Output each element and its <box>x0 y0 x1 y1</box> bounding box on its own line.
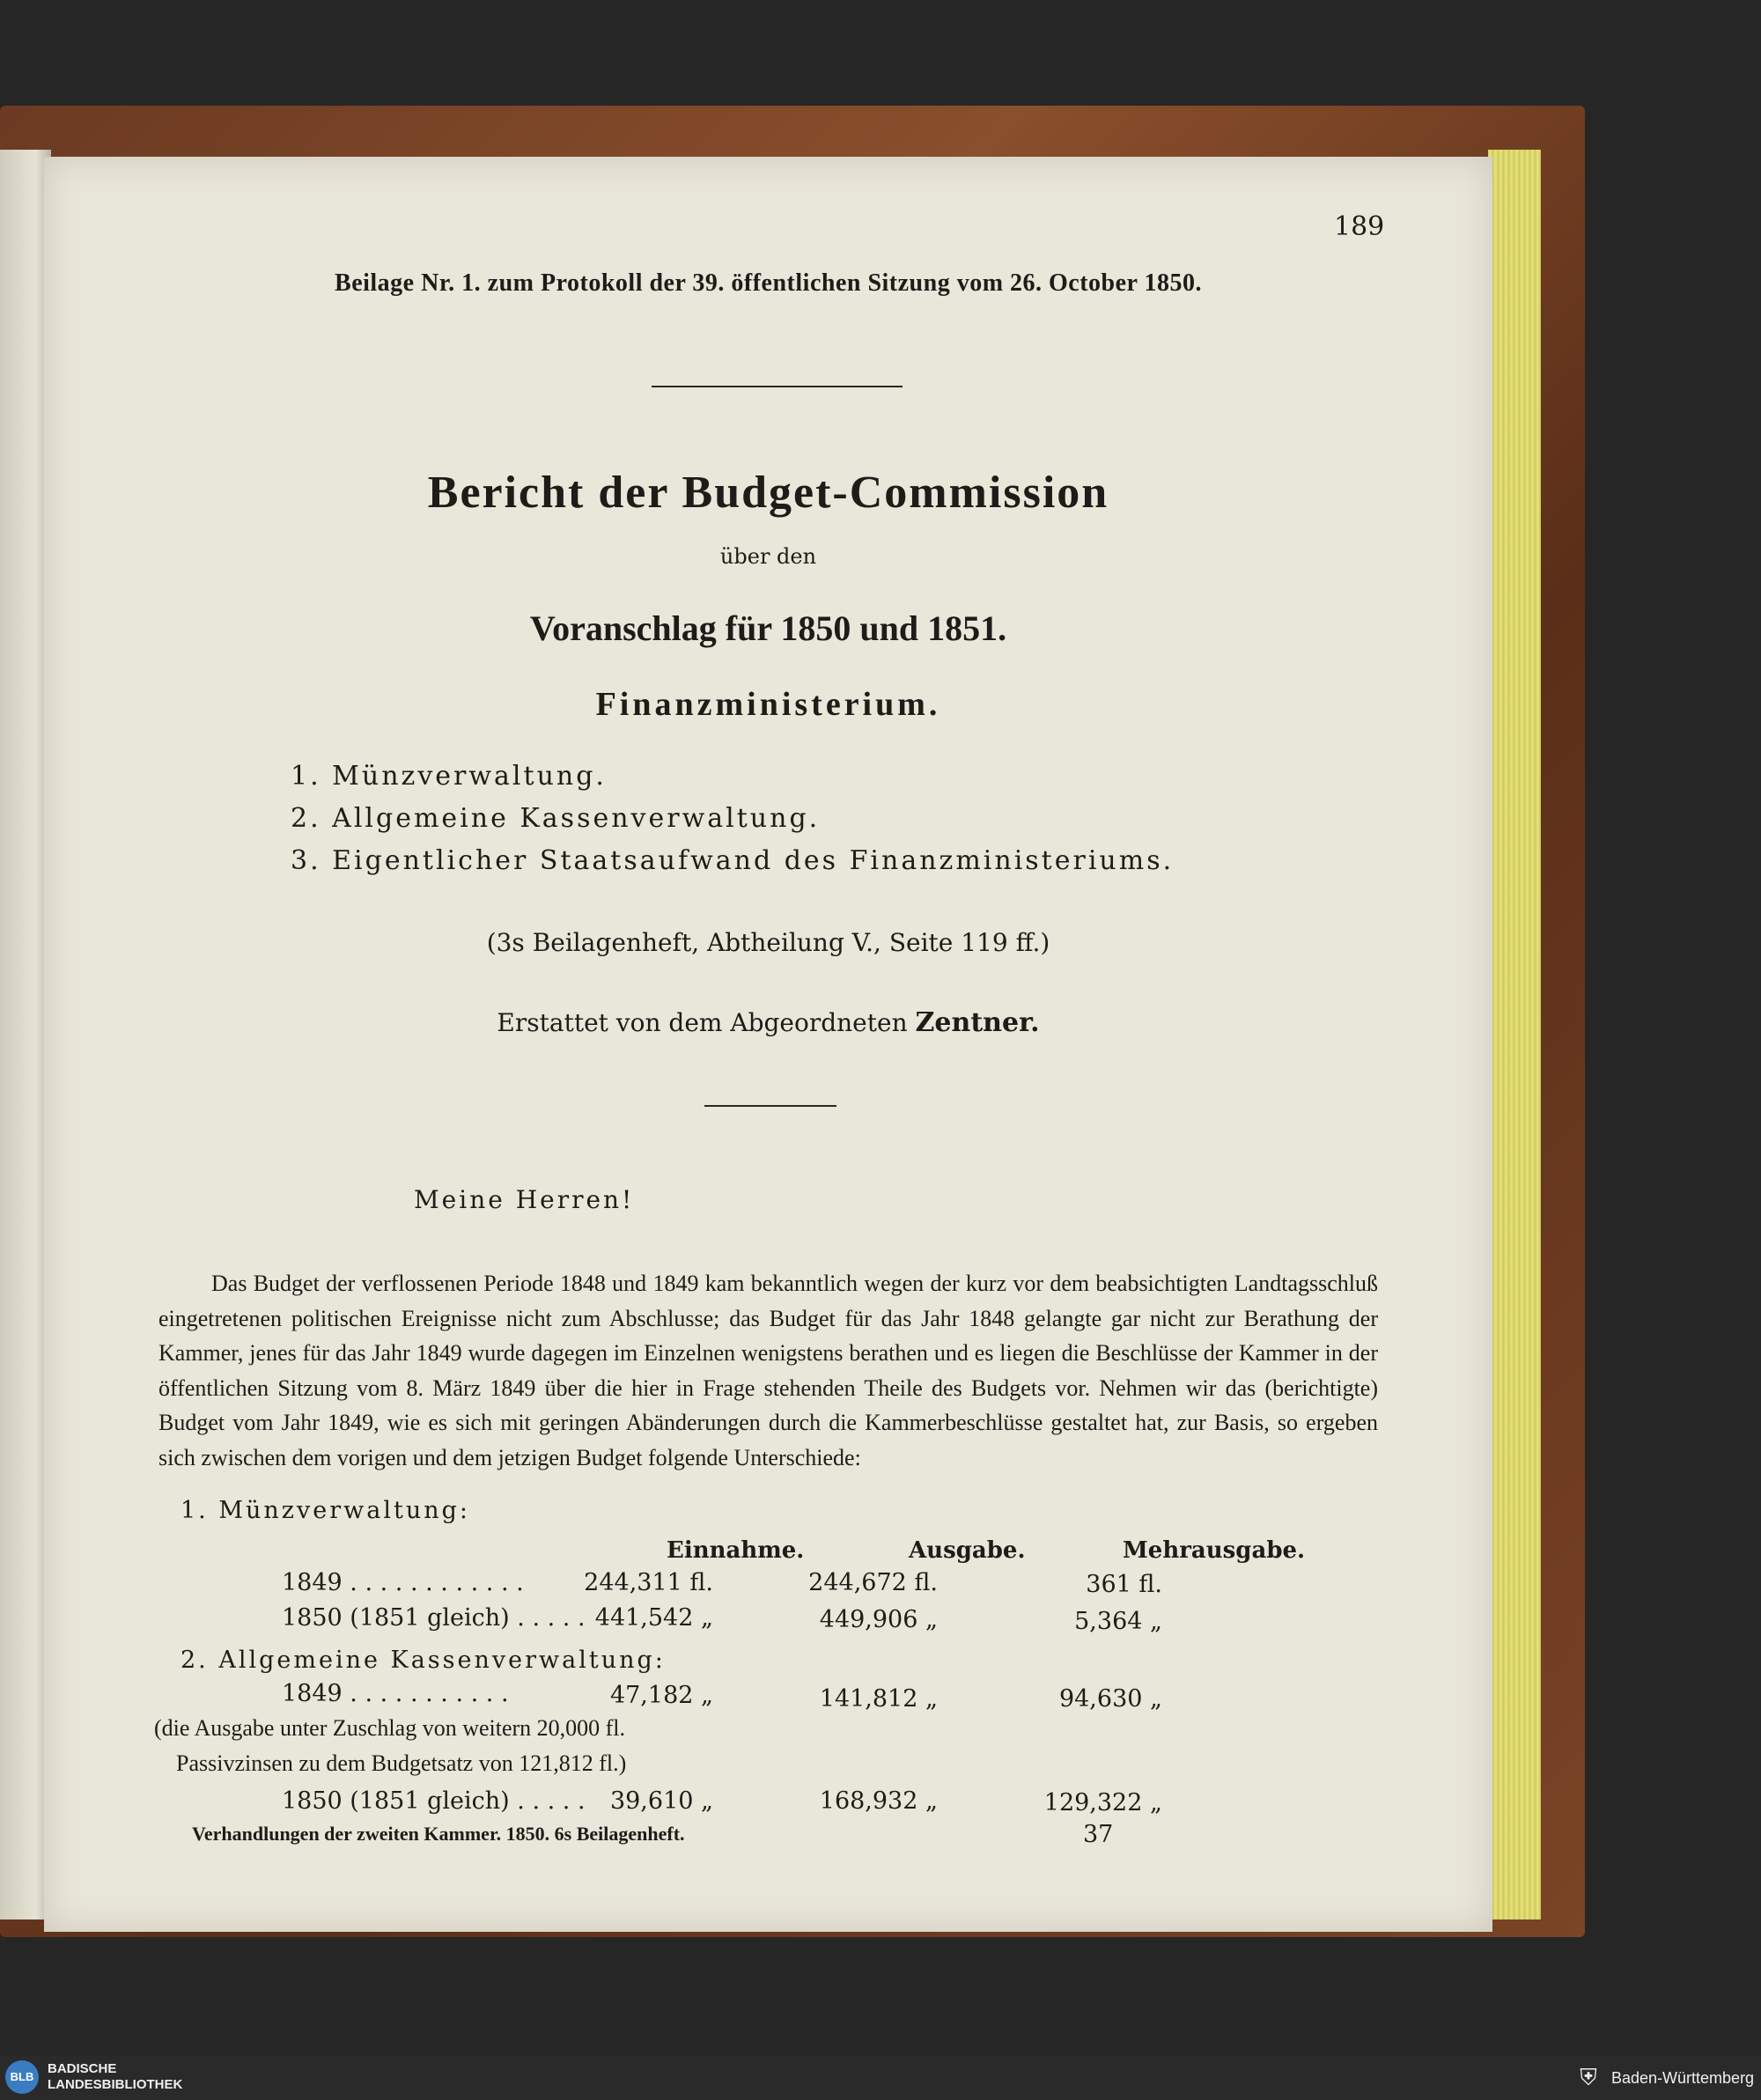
table-cell-mehrausgabe: 5,364 „ <box>1074 1608 1162 1635</box>
table-cell-ausgabe: 168,932 „ <box>819 1787 938 1815</box>
page-number: 189 <box>1334 211 1385 242</box>
divider-rule <box>704 1105 836 1107</box>
signature-mark: 37 <box>1083 1821 1114 1848</box>
voranschlag-heading: Voranschlag für 1850 und 1851. <box>529 608 1007 648</box>
section-title: 1. Münzverwaltung: <box>181 1497 470 1524</box>
toc-item: 3. Eigentlicher Staatsaufwand des Finanzministeriums. <box>291 845 1175 876</box>
body-paragraph: Das Budget der verflossenen Periode 1848 und 1849 kam bekanntlich wegen der kurz vor dem beabsichtigten Landtagsschluß eingetretenen politischen Ereignisse nicht zum Abschlusse; das Budget für das Jahr 1848 gelangte gar nicht zur Berathung der Kammer, jenes für das Jahr 1849 wurde dagegen im Einzelnen wenigstens berathen und es liegen die Beschlüsse der Kammer in der öffentlichen Sitzung vom 8. März 1849 über die hier in Frage stehenden Theile des Budgets vor. Nehmen wir das (berichtigte) Budget vom Jahr 1849, wie es sich mit geringen Abänderungen durch die Kammerbeschlüsse gestaltet hat, zur Basis, so ergeben sich zwischen dem vorigen und dem jetzigen Budget folgende Unterschiede: <box>158 1271 1378 1470</box>
erstattet-prefix: Erstattet von dem Abgeordneten <box>497 1008 908 1037</box>
table-cell-einnahme: 441,542 „ <box>594 1604 713 1632</box>
toc-item: 1. Münzverwaltung. <box>291 761 607 792</box>
viewer-footer-bar <box>0 2056 1761 2100</box>
column-header-einnahme: Einnahme. <box>667 1537 805 1564</box>
table-cell-mehrausgabe: 94,630 „ <box>1058 1685 1162 1713</box>
blb-logo-icon: BLB <box>5 2060 39 2094</box>
table-cell-ausgabe: 244,672 fl. <box>808 1569 938 1596</box>
beilage-line: Beilage Nr. 1. zum Protokoll der 39. öffentlichen Sitzung vom 26. October 1850. <box>335 269 1202 297</box>
divider-rule <box>652 386 903 387</box>
document-page <box>44 157 1492 1932</box>
table-cell-ausgabe: 449,906 „ <box>819 1606 938 1633</box>
report-title: Bericht der Budget-Commission <box>427 468 1109 518</box>
table-cell-mehrausgabe: 361 fl. <box>1086 1571 1162 1598</box>
table-row-label: 1850 (1851 gleich) . . . . . <box>282 1787 586 1815</box>
state-name: Baden-Württemberg <box>1611 2069 1755 2087</box>
table-cell-ausgabe: 141,812 „ <box>819 1685 938 1713</box>
library-name <box>48 2061 182 2093</box>
page-edges <box>1488 150 1541 1919</box>
table-note: Passivzinsen zu dem Budgetsatz von 121,812 fl.) <box>176 1750 627 1776</box>
table-row-label: 1850 (1851 gleich) . . . . . <box>282 1604 586 1632</box>
subtitle-ueber-den: über den <box>719 544 817 569</box>
coat-of-arms-icon: ⛨ <box>1580 2065 1597 2091</box>
footer-imprint: Verhandlungen der zweiten Kammer. 1850. 6s Beilagenheft. <box>192 1823 685 1845</box>
erstattet-line <box>44 1007 1492 1038</box>
table-row-label: 1849 . . . . . . . . . . . . <box>282 1569 524 1596</box>
section-title: 2. Allgemeine Kassenverwaltung: <box>181 1647 666 1674</box>
table-cell-einnahme: 244,311 fl. <box>584 1569 713 1596</box>
table-cell-einnahme: 47,182 „ <box>609 1682 713 1709</box>
rapporteur-name: Zentner. <box>915 1007 1040 1038</box>
table-cell-einnahme: 39,610 „ <box>609 1787 713 1815</box>
table-cell-mehrausgabe: 129,322 „ <box>1043 1789 1162 1816</box>
library-name-line: LANDESBIBLIOTHEK <box>48 2077 183 2092</box>
table-note: (die Ausgabe unter Zuschlag von weitern 20,000 fl. <box>154 1715 626 1741</box>
salutation: Meine Herren! <box>414 1185 635 1214</box>
beilagenheft-reference: (3s Beilagenheft, Abtheilung V., Seite 119 ff.) <box>486 928 1050 957</box>
toc-item: 2. Allgemeine Kassenverwaltung. <box>291 803 821 834</box>
library-name-line: BADISCHE <box>48 2061 117 2076</box>
table-row-label: 1849 . . . . . . . . . . . <box>282 1680 509 1707</box>
column-header-ausgabe: Ausgabe. <box>909 1537 1026 1564</box>
column-header-mehrausgabe: Mehrausgabe. <box>1123 1537 1306 1564</box>
ministerium-heading: Finanzministerium. <box>595 686 941 723</box>
